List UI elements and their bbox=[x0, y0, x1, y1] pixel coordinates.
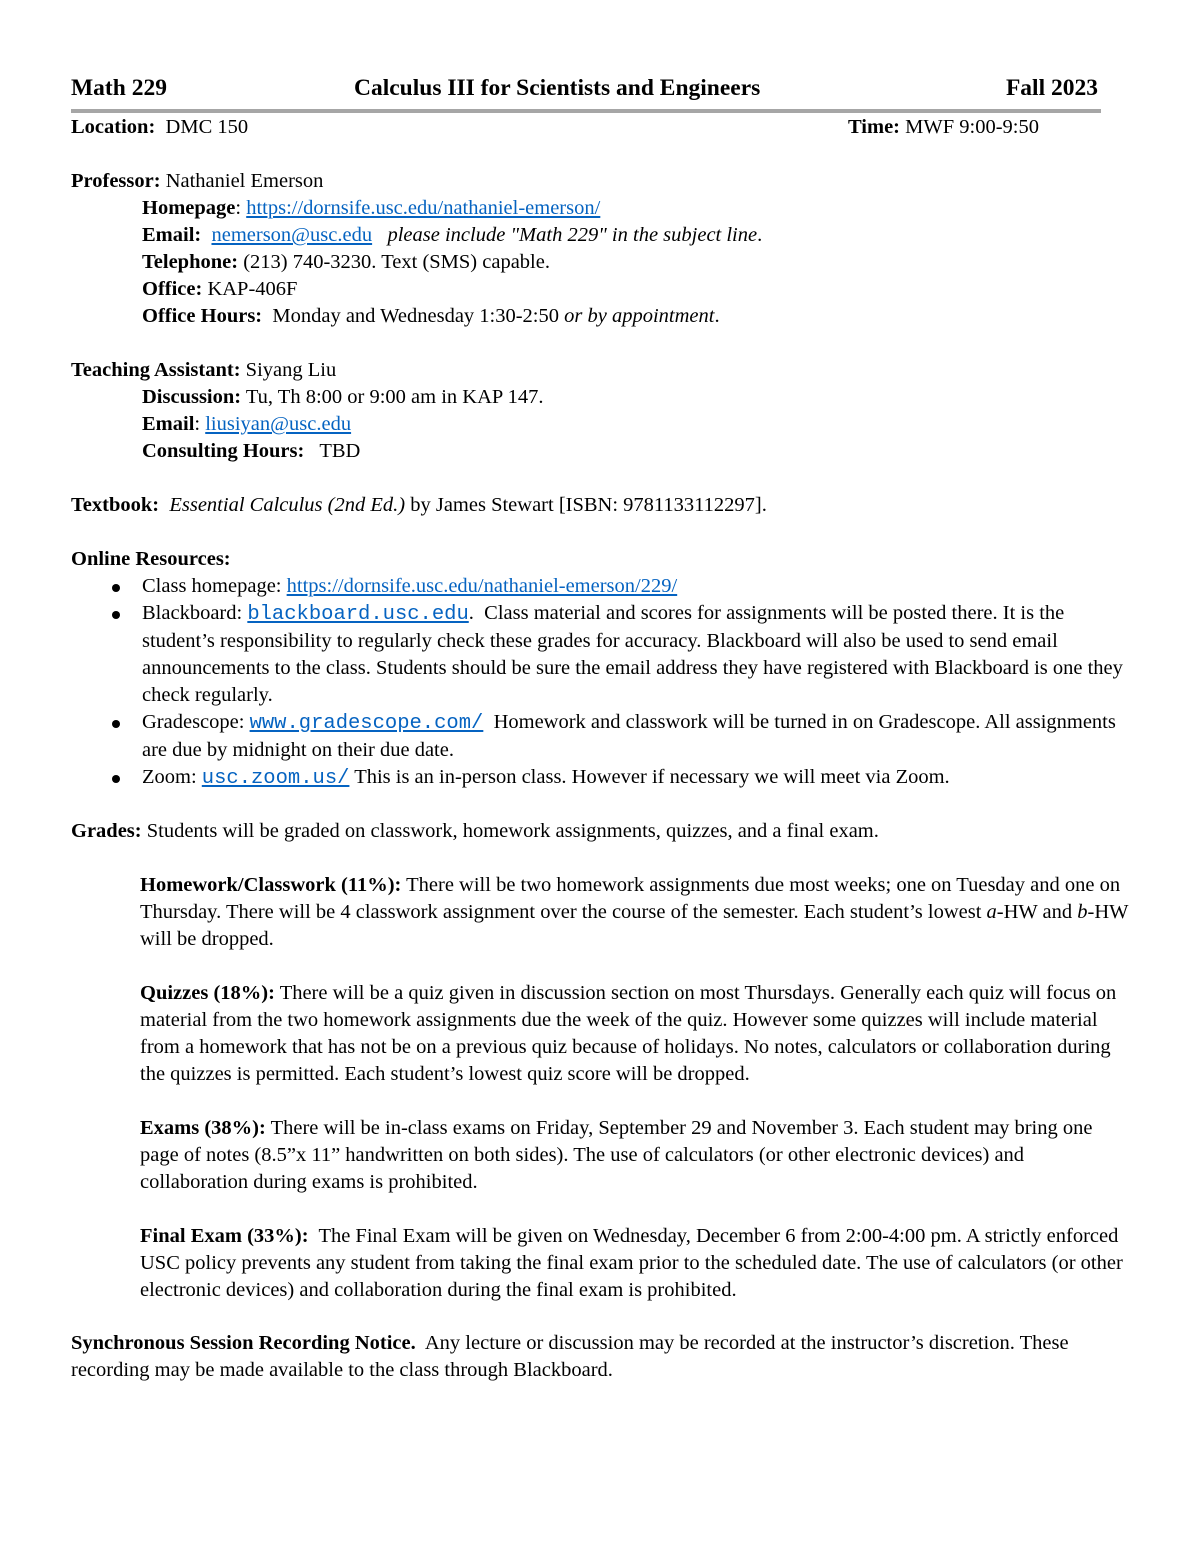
grades-label: Grades: bbox=[71, 820, 142, 842]
ta-name: Siyang Liu bbox=[245, 359, 337, 381]
consulting-label: Consulting Hours: bbox=[142, 440, 305, 462]
ta-label: Teaching Assistant: bbox=[71, 359, 241, 381]
ta-section: Teaching Assistant: Siyang Liu Discussion: Tu, Th 8:00 or 9:00 am in KAP 147. Email: liusiyan@usc.edu Consulting Hours: TBD bbox=[71, 359, 544, 462]
zoom-description: This is an in-person class. However if necessary we will meet via Zoom. bbox=[354, 766, 950, 788]
list-item: Gradescope: www.gradescope.com/ Homework and classwork will be turned in on Gradescope. All assignments are due by midnight on their due date. bbox=[71, 709, 1131, 764]
gradescope-description: Homework and classwork will be turned in on Gradescope. All assignments are due by midnight on their due date. bbox=[142, 711, 1116, 761]
office-hours-label: Office Hours: bbox=[142, 305, 263, 327]
textbook-title: Essential Calculus (2nd Ed.) bbox=[169, 494, 406, 516]
textbook-label: Textbook: bbox=[71, 494, 160, 516]
email-note: please include "Math 229" in the subject line bbox=[387, 224, 758, 246]
list-item: Zoom: usc.zoom.us/ This is an in-person class. However if necessary we will meet via Zoom. bbox=[71, 764, 1131, 792]
course-term: Fall 2023 bbox=[1005, 75, 1098, 101]
recording-notice bbox=[71, 1330, 1131, 1384]
recording-label: Synchronous Session Recording Notice. bbox=[71, 1332, 416, 1354]
time-label: Time: bbox=[848, 116, 901, 138]
bullet-icon bbox=[112, 775, 120, 783]
bullet-icon bbox=[112, 611, 120, 619]
class-homepage-link[interactable]: https://dornsife.usc.edu/nathaniel-emerson/229/ bbox=[286, 575, 678, 597]
online-resources-label: Online Resources: bbox=[71, 548, 231, 570]
textbook-line bbox=[71, 492, 1131, 519]
ta-email-link[interactable]: liusiyan@usc.edu bbox=[205, 413, 352, 435]
professor-label: Professor: bbox=[71, 170, 161, 192]
telephone-label: Telephone: bbox=[142, 251, 239, 273]
online-resources-section bbox=[71, 546, 1131, 792]
bullet-icon bbox=[112, 584, 120, 592]
list-item: Blackboard: blackboard.usc.edu. Class material and scores for assignments will be posted there. It is the student’s responsibility to regularly check these grades for accuracy. Blackboard will also be used to send email announcements to the class. Students should be sure the email address they have registered with Blackboard is one they check regularly. bbox=[71, 600, 1131, 709]
professor-name: Nathaniel Emerson bbox=[165, 170, 324, 192]
homework-paragraph: Homework/Classwork (11%): There will be two homework assignments due most weeks; one on Tuesday and one on Thursday. There will be 4 classwork assignment over the course of the semester. Each student’s lowest a-HW and b-HW will be dropped. bbox=[140, 874, 1129, 950]
list-item: Class homepage: https://dornsife.usc.edu/nathaniel-emerson/229/ bbox=[71, 573, 1131, 600]
recording-text: Any lecture or discussion may be recorded at the instructor’s discretion. These recording may be made available to the class through Blackboard. bbox=[71, 1332, 1069, 1381]
quizzes-paragraph: Quizzes (18%): There will be a quiz given in discussion section on most Thursdays. Generally each quiz will focus on material from the two homework assignments due the week of the quiz. However some quizzes will include material from a homework that has not be on a previous quiz because of holidays. No notes, calculators or collaboration during the quizzes is permitted. Each student’s lowest quiz score will be dropped. bbox=[140, 982, 1117, 1085]
location-value: DMC 150 bbox=[165, 116, 249, 138]
office-hours-value: Monday and Wednesday 1:30-2:50 bbox=[272, 305, 560, 327]
telephone-value: (213) 740-3230. Text (SMS) capable. bbox=[243, 251, 550, 273]
syllabus-page bbox=[71, 72, 1131, 1384]
zoom-link[interactable]: usc.zoom.us/ bbox=[201, 767, 350, 790]
discussion-value: Tu, Th 8:00 or 9:00 am in KAP 147. bbox=[245, 386, 544, 408]
office-value: KAP-406F bbox=[207, 278, 298, 300]
header-divider bbox=[71, 109, 1101, 113]
office-label: Office: bbox=[142, 278, 203, 300]
header bbox=[71, 72, 1131, 104]
final-exam-paragraph: Final Exam (33%): The Final Exam will be given on Wednesday, December 6 from 2:00-4:00 pm. A strictly enforced USC policy prevents any student from taking the final exam prior to the scheduled date. The use of calculators (or other electronic devices) and collaboration during the final exam is prohibited. bbox=[140, 1225, 1123, 1301]
location-time-row bbox=[71, 114, 1131, 141]
location-label: Location: bbox=[71, 116, 156, 138]
course-number: Math 229 bbox=[71, 75, 167, 101]
professor-homepage-link[interactable]: https://dornsife.usc.edu/nathaniel-emerson/ bbox=[246, 197, 601, 219]
professor-email-link[interactable]: nemerson@usc.edu bbox=[211, 224, 373, 246]
time-value: MWF 9:00-9:50 bbox=[905, 116, 1039, 138]
grades-section bbox=[71, 818, 1131, 1304]
ta-email-label: Email bbox=[142, 413, 195, 435]
course-title: Calculus III for Scientists and Engineers bbox=[354, 75, 761, 101]
blackboard-link[interactable]: blackboard.usc.edu bbox=[247, 603, 469, 626]
homepage-label: Homepage bbox=[142, 197, 236, 219]
office-hours-note: or by appointment bbox=[564, 305, 715, 327]
grades-intro: Students will be graded on classwork, homework assignments, quizzes, and a final exam. bbox=[146, 820, 879, 842]
bullet-icon bbox=[112, 720, 120, 728]
discussion-label: Discussion: bbox=[142, 386, 242, 408]
consulting-value: TBD bbox=[319, 440, 361, 462]
gradescope-link[interactable]: www.gradescope.com/ bbox=[249, 712, 484, 735]
textbook-details: by James Stewart [ISBN: 9781133112297]. bbox=[410, 494, 767, 516]
exams-paragraph: Exams (38%): There will be in-class exams on Friday, September 29 and November 3. Each student may bring one page of notes (8.5”x 11” handwritten on both sides). The use of calculators (or other electronic devices) and collaboration during exams is prohibited. bbox=[140, 1117, 1093, 1193]
email-label: Email: bbox=[142, 224, 202, 246]
professor-section: Professor: Nathaniel Emerson Homepage: https://dornsife.usc.edu/nathaniel-emerson/ Email: nemerson@usc.edu please include "Math 229" in the subject line. Telephone: (213) 740-3230. Text (SMS) capable. Office: KAP-406F Office Hours: Monday and Wednesday 1:30-2:50 or by appointment. bbox=[71, 170, 763, 327]
blackboard-description: Class material and scores for assignments will be posted there. It is the student’s responsibility to regularly check these grades for accuracy. Blackboard will also be used to send email announcements to the class. Students should be sure the email address they have registered with Blackboard is one they check regularly. bbox=[142, 602, 1123, 706]
